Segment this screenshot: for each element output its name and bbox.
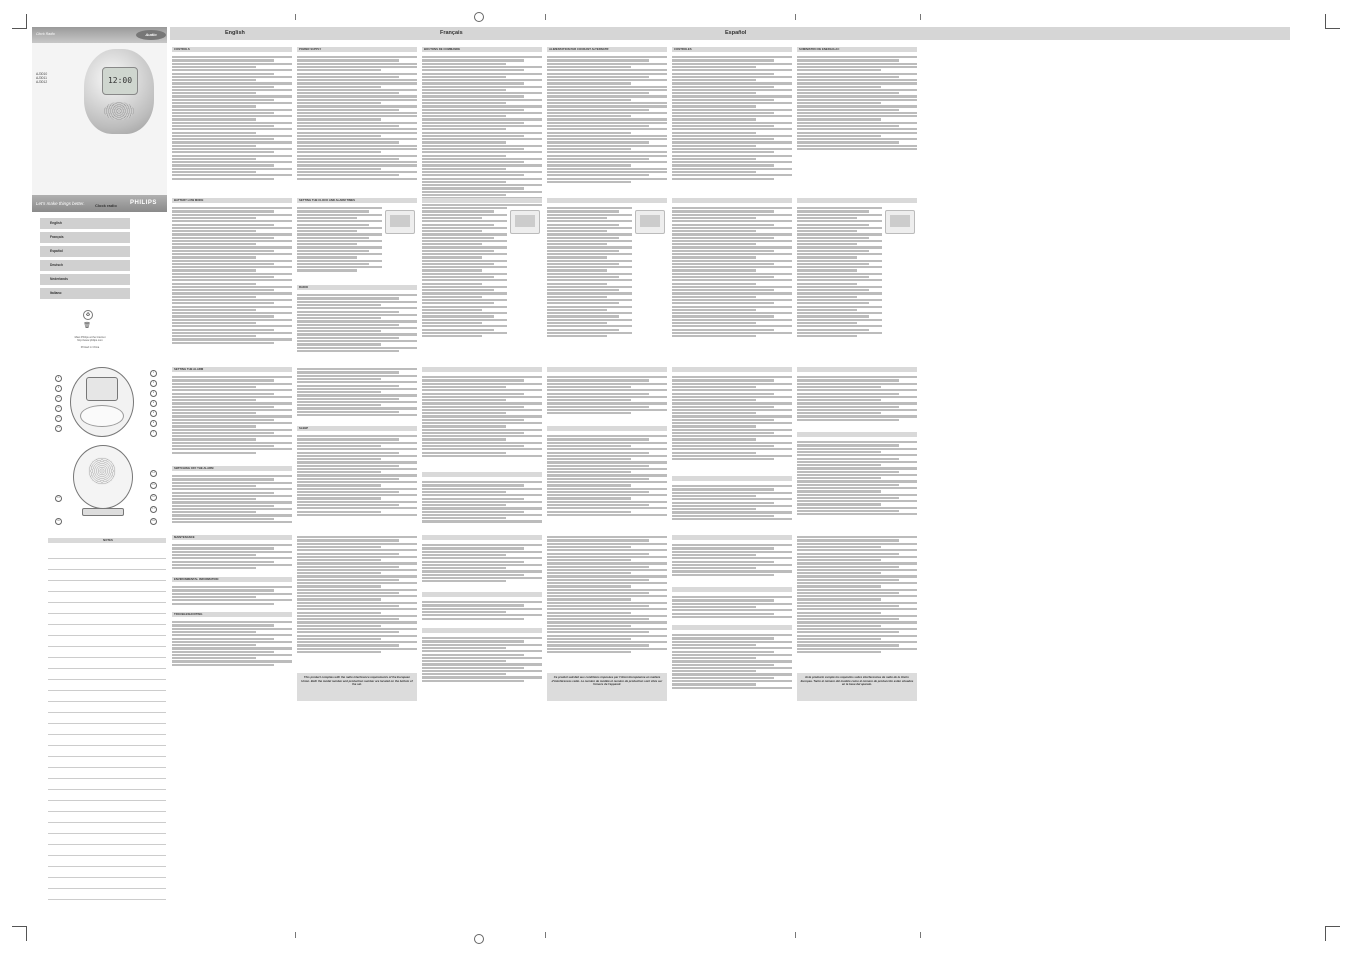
text-column-23 [672, 484, 792, 529]
crop-mark-br [1325, 926, 1340, 941]
device-base [82, 508, 124, 516]
callout-17: 17 [150, 506, 157, 513]
callout-8: 8 [55, 375, 62, 382]
text-column-24 [797, 375, 917, 429]
text-column-1 [172, 55, 292, 190]
text-column-34 [672, 543, 792, 585]
callout-10: 10 [55, 395, 62, 402]
section-entretien-fr [422, 535, 542, 540]
text-column-5 [672, 55, 792, 190]
section-apagar-es [672, 476, 792, 481]
text-column-26 [172, 543, 292, 575]
registration-mark-bottom [474, 934, 484, 944]
model-2: AJ3011 [36, 76, 47, 81]
section-ajuste-es [797, 198, 917, 203]
crop-mark-tl [12, 14, 27, 29]
model-list [36, 72, 47, 85]
text-column-32 [422, 636, 542, 691]
language-tab-francais[interactable]: Français [40, 232, 130, 243]
callout-12: 12 [55, 415, 62, 422]
section-boutons: BOUTONS DE COMMANDE [422, 47, 542, 52]
callout-1: 1 [150, 370, 157, 377]
text-column-18 [422, 375, 542, 470]
callout-18: 18 [150, 518, 157, 525]
text-column-29 [297, 535, 417, 670]
section-environment: ENVIRONMENTAL INFORMATION [172, 577, 292, 582]
clock-display: 12:00 [102, 67, 138, 95]
fold-mark-4 [920, 14, 921, 20]
notice-fr: Ce produit satisfait aux conditions imposées par l'Union Européenne en matière d'interférences radio. Le numéro de modèle et numéro de production sont cités sur l'envers de l'appareil. [547, 673, 667, 701]
fold-mark-8 [920, 932, 921, 938]
crop-mark-bl [12, 926, 27, 941]
section-switching-alarm: SWITCHING OFF THE ALARM [172, 466, 292, 471]
text-column-16 [297, 367, 417, 422]
fold-mark-6 [545, 932, 546, 938]
section-repetition-fr [547, 367, 667, 372]
callout-15: 15 [150, 482, 157, 489]
text-column-6 [797, 55, 917, 160]
notes-lines [48, 548, 166, 900]
callout-5: 5 [150, 410, 157, 417]
language-tab-english[interactable]: English [40, 218, 130, 229]
text-column-30 [422, 543, 542, 591]
section-alarma-rep-es [797, 367, 917, 372]
section-controls: CONTROLS [172, 47, 292, 52]
section-power-supply: POWER SUPPLY [297, 47, 417, 52]
text-column-27 [172, 585, 292, 610]
bin-icon: 🗑 [83, 323, 91, 329]
callout-16: 16 [150, 494, 157, 501]
fold-mark-2 [545, 14, 546, 20]
text-column-36 [672, 633, 792, 703]
speaker-grille [104, 102, 134, 120]
fold-mark-5 [295, 932, 296, 938]
text-column-37 [797, 535, 917, 670]
slogan: Let's make things better. [36, 201, 85, 206]
section-sleep-es [797, 432, 917, 437]
callout-13: 13 [55, 425, 62, 432]
device-front-display [86, 377, 118, 401]
section-reglage-fr [422, 367, 542, 372]
header-francais: Français [440, 30, 463, 36]
footer-line-1: Meet Philips at the Internet [74, 336, 106, 339]
language-header-bar [170, 27, 1290, 40]
text-column-31 [422, 600, 542, 625]
callout-3: 3 [150, 390, 157, 397]
section-mantenimiento-es [672, 535, 792, 540]
footer-line-2: http://www.philips.com [77, 339, 103, 343]
language-tab-italiano[interactable]: Italiano [40, 288, 130, 299]
text-column-15 [172, 474, 292, 529]
footer-line-3: Printed in China [80, 345, 100, 349]
section-ajuste-alarma-es [672, 367, 792, 372]
section-mise-fr [547, 198, 667, 203]
section-controles: CONTROLES [672, 47, 792, 52]
text-column-11 [547, 206, 632, 356]
cover-panel [32, 27, 167, 212]
section-env-fr [422, 592, 542, 597]
text-column-2 [297, 55, 417, 190]
lcd-display-es2 [885, 210, 915, 234]
fold-mark-7 [795, 932, 796, 938]
text-column-25 [797, 440, 917, 528]
text-column-28 [172, 620, 292, 675]
callout-20: 20 [55, 518, 62, 525]
callout-14: 14 [150, 470, 157, 477]
section-pile-fr [422, 198, 542, 203]
lcd-display-fr [510, 210, 540, 234]
callout-9: 9 [55, 385, 62, 392]
footer-left [60, 336, 120, 349]
section-setting-clock: SETTING THE CLOCK AND ALARM TIMES [297, 198, 417, 203]
section-battery-low: BATTERY LOW MODE [172, 198, 292, 203]
text-column-3 [422, 55, 542, 220]
audio-badge: Audio [136, 30, 166, 40]
text-column-33 [547, 535, 667, 670]
device-diagram [48, 365, 163, 530]
philips-logo: PHILIPS [130, 200, 157, 206]
notes-header: NOTES [48, 538, 166, 543]
header-english: English [225, 30, 245, 36]
lcd-display-es1 [635, 210, 665, 234]
text-column-19 [422, 480, 542, 530]
model-3: AJ3012 [36, 80, 48, 85]
callout-19: 19 [55, 495, 62, 502]
registration-mark-top [474, 12, 484, 22]
section-ambiental-es [672, 587, 792, 592]
section-maintenance: MAINTENANCE [172, 535, 292, 540]
text-column-8 [297, 206, 382, 281]
text-column-12 [672, 206, 792, 356]
section-sleep: SLEEP [297, 426, 417, 431]
text-column-4 [547, 55, 667, 195]
language-tab-deutsch[interactable]: Deutsch [40, 260, 130, 271]
panel-title: Clock radio [95, 203, 117, 208]
text-column-20 [547, 375, 667, 423]
section-troubleshooting: TROUBLESHOOTING [172, 612, 292, 617]
section-sleep-fr [547, 426, 667, 431]
section-radio: RADIO [297, 285, 417, 290]
model-1: AJ3010 [36, 72, 48, 76]
callout-11: 11 [55, 405, 62, 412]
text-column-9 [297, 293, 417, 358]
section-pila-es [672, 198, 792, 203]
section-arret-fr [422, 472, 542, 477]
device-front-buttons [80, 405, 124, 427]
recycle-icon: ♻ [83, 310, 93, 320]
text-column-7 [172, 206, 292, 356]
fold-mark-1 [295, 14, 296, 20]
callout-4: 4 [150, 400, 157, 407]
text-column-10 [422, 206, 507, 356]
text-column-21 [547, 434, 667, 529]
text-column-17 [297, 434, 417, 529]
crop-mark-tr [1325, 14, 1340, 29]
language-tab-nederlands[interactable]: Nederlands [40, 274, 130, 285]
text-column-22 [672, 375, 792, 473]
callout-7: 7 [150, 430, 157, 437]
model-tag: Clock Radio [36, 32, 55, 36]
section-setting-alarm: SETTING THE ALARM [172, 367, 292, 372]
callout-6: 6 [150, 420, 157, 427]
language-tab-espanol[interactable]: Español [40, 246, 130, 257]
lcd-display-en [385, 210, 415, 234]
notice-es: Este producto cumple los requisitos sobre interferencias de radio de la Unión Europea. Tanto el número del modelo como el número de producción están situados en la base del aparato. [797, 673, 917, 701]
section-problemas-es [672, 625, 792, 630]
text-column-14 [172, 375, 292, 463]
notice-en: This product complies with the radio interference requirements of the European Union. Both the model number and production number are located on the bottom of the set. [297, 673, 417, 701]
section-alimentation: ALIMENTATION PAR COURANT ALTERNATIF [547, 47, 667, 52]
section-depannage-fr [422, 628, 542, 633]
text-column-13 [797, 206, 882, 356]
section-suministro: SUMINISTRO DE ENERGIA AC [797, 47, 917, 52]
header-espanol: Español [725, 30, 747, 36]
callout-2: 2 [150, 380, 157, 387]
text-column-35 [672, 595, 792, 623]
fold-mark-3 [795, 14, 796, 20]
device-back-speaker [88, 457, 116, 485]
